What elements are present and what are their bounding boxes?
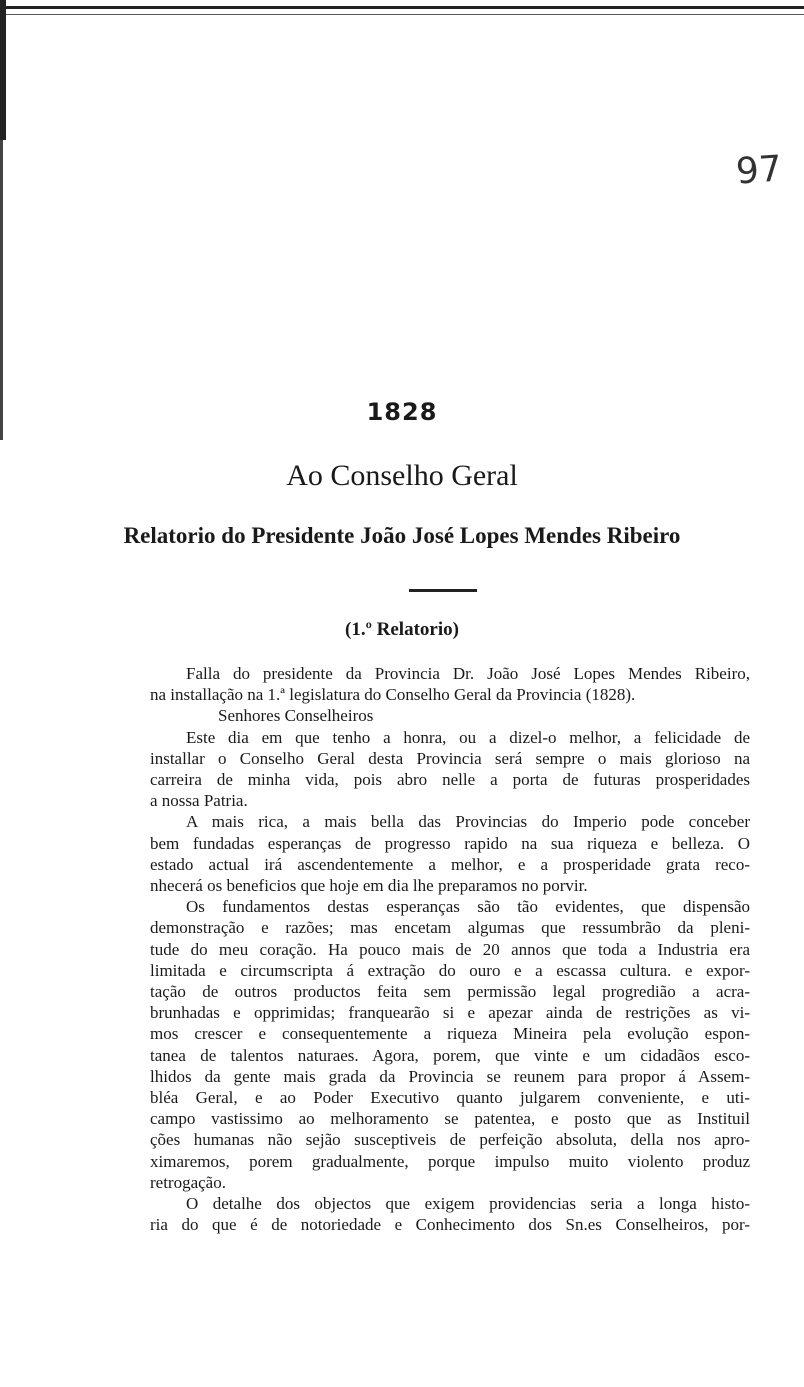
top-border-rule-thin [0, 14, 804, 15]
document-heading: Ao Conselho Geral [286, 459, 518, 492]
text-line: ções humanas não sejão susceptiveis de perfeição absoluta, della nos apro- [150, 1130, 750, 1150]
text-line: A mais rica, a mais bella das Provincias do Imperio pode conceber [186, 812, 750, 832]
report-label: (1.º Relatorio) [345, 619, 459, 640]
text-line: na installação na 1.ª legislatura do Conselho Geral da Provincia (1828). [150, 685, 636, 705]
text-line: Os fundamentos destas esperanças são tão evidentes, que dispensão [186, 897, 750, 917]
left-scan-edge [0, 0, 6, 140]
top-border-rule [0, 6, 804, 9]
text-line: Senhores Conselheiros [218, 706, 374, 726]
text-line: demonstração e razões; mas encetam algumas que ressumbrão da pleni- [150, 918, 750, 938]
text-line: lhidos da gente mais grada da Provincia se reunem para propor á Assem- [150, 1066, 750, 1086]
text-line: tação de outros productos feita sem permissão legal progredião a acra- [150, 982, 750, 1002]
text-line: carreira de minha vida, pois abro nelle a porta de futuras prosperidades [150, 770, 750, 790]
text-line: mos crescer e consequentemente a riqueza Mineira pela evolução espon- [150, 1024, 750, 1044]
left-scan-edge-lower [0, 140, 3, 440]
text-line: a nossa Patria. [150, 791, 248, 811]
text-line: retrogação. [150, 1172, 226, 1192]
text-line: Este dia em que tenho a honra, ou a dizel-o melhor, a felicidade de [186, 727, 750, 747]
text-line: estado actual irá ascendentemente a melhor, e a prosperidade grata reco- [150, 854, 750, 874]
text-line: bléa Geral, e ao Poder Executivo quanto julgarem conveniente, e uti- [150, 1088, 750, 1108]
text-line: ria do que é de notoriedade e Conhecimento dos Sn.es Conselheiros, por- [150, 1215, 750, 1235]
body-text [150, 663, 750, 1235]
text-line: tanea de talentos naturaes. Agora, porem, que vinte e um cidadãos esco- [150, 1045, 750, 1065]
text-line: installar o Conselho Geral desta Provincia será sempre o mais glorioso na [150, 748, 750, 768]
handwritten-page-number: 97 [734, 148, 784, 193]
text-line: limitada e circumscripta á extração do ouro e a escassa cultura. e expor- [150, 960, 750, 980]
text-line: O detalhe dos objectos que exigem providencias seria a longa histo- [186, 1194, 750, 1214]
text-line: tude do meu coração. Ha pouco mais de 20 annos que toda a Industria era [150, 939, 750, 959]
text-line: ximaremos, porem gradualmente, porque impulso muito violento produz [150, 1151, 750, 1171]
document-year: 1828 [366, 398, 438, 426]
document-subheading: Relatorio do Presidente João José Lopes Mendes Ribeiro [123, 523, 681, 548]
text-line: campo vastissimo ao melhoramento se patentea, e posto que as Instituil [150, 1109, 750, 1129]
section-divider [409, 589, 477, 592]
text-line: nhecerá os beneficios que hoje em dia lhe preparamos no porvir. [150, 876, 588, 896]
text-line: Falla do presidente da Provincia Dr. João José Lopes Mendes Ribeiro, [186, 664, 750, 683]
text-line: brunhadas e opprimidas; franquearão si e apezar ainda de restrições as vi- [150, 1003, 750, 1023]
text-line: bem fundadas esperanças de progresso rapido na sua riqueza e belleza. O [150, 833, 750, 853]
